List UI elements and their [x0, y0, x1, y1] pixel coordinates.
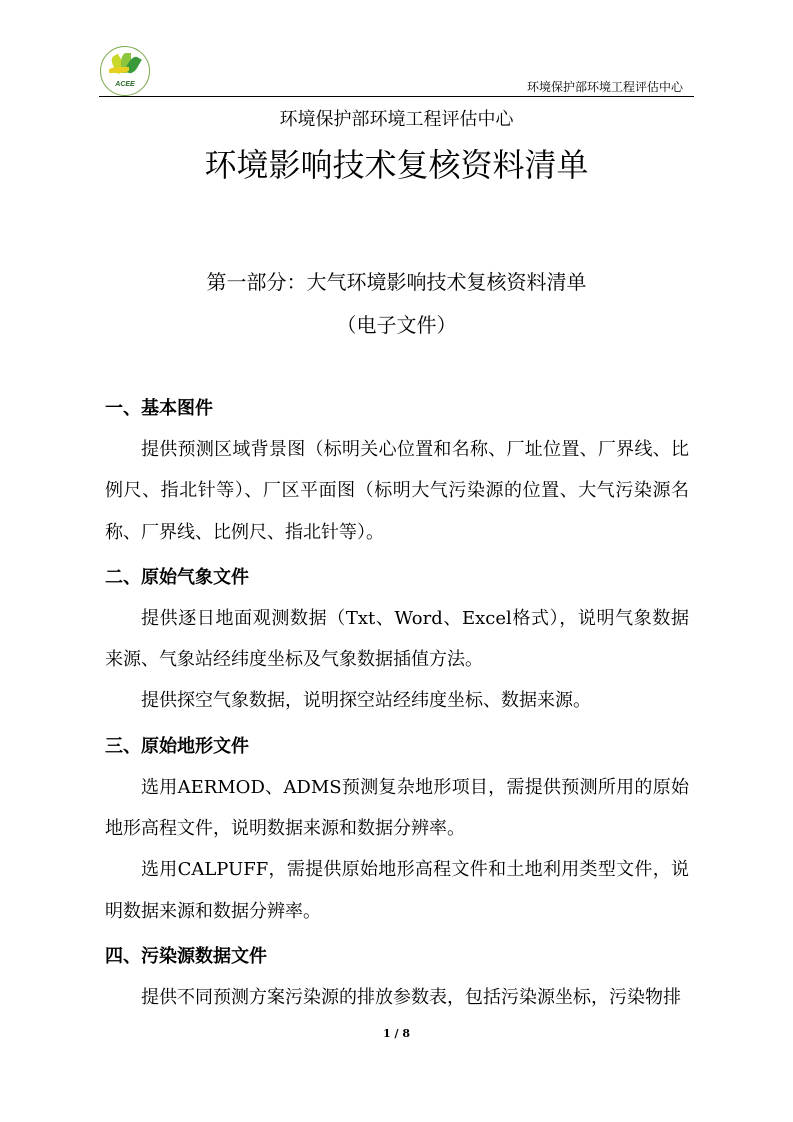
part-subtitle: （电子文件）	[336, 313, 457, 337]
header-divider	[99, 96, 694, 97]
section-meteorology	[105, 557, 689, 722]
section-basic-drawings	[105, 388, 689, 553]
acee-logo	[100, 46, 150, 96]
document-body	[105, 384, 689, 1018]
paragraph: 提供不同预测方案污染源的排放参数表，包括污染源坐标，污染物排	[141, 986, 681, 1008]
paragraph: 选用AERMOD、ADMS预测复杂地形项目，需提供预测所用的原始地形高程文件，说明数据来源和数据分辨率。	[105, 776, 689, 840]
organization-title: 环境保护部环境工程评估中心	[279, 109, 514, 130]
paragraph: 选用CALPUFF，需提供原始地形高程文件和土地利用类型文件，说明数据来源和数据分辨率。	[105, 859, 689, 922]
section-heading: 二、原始气象文件	[105, 566, 249, 588]
paragraph: 提供探空气象数据，说明探空站经纬度坐标、数据来源。	[141, 690, 591, 712]
logo-text: ACEE	[115, 81, 135, 88]
paragraph: 提供逐日地面观测数据（Txt、Word、Excel格式），说明气象数据来源、气象站经纬度坐标及气象数据插值方法。	[105, 607, 689, 671]
paragraph: 提供预测区域背景图（标明关心位置和名称、厂址位置、厂界线、比例尺、指北针等）、厂区平面图（标明大气污染源的位置、大气污染源名称、厂界线、比例尺、指北针等）。	[105, 439, 689, 543]
section-heading: 三、原始地形文件	[105, 735, 249, 757]
document-title: 环境影响技术复核资料清单	[204, 146, 589, 184]
section-heading: 一、基本图件	[105, 398, 213, 419]
page-number: 1 / 8	[383, 1027, 410, 1040]
section-pollution-sources	[105, 936, 689, 1018]
section-heading: 四、污染源数据文件	[105, 945, 267, 967]
running-header: 环境保护部环境工程评估中心	[526, 80, 683, 94]
part-title: 第一部分：大气环境影响技术复核资料清单	[206, 270, 587, 294]
section-terrain	[105, 726, 689, 932]
part-heading	[0, 261, 793, 347]
